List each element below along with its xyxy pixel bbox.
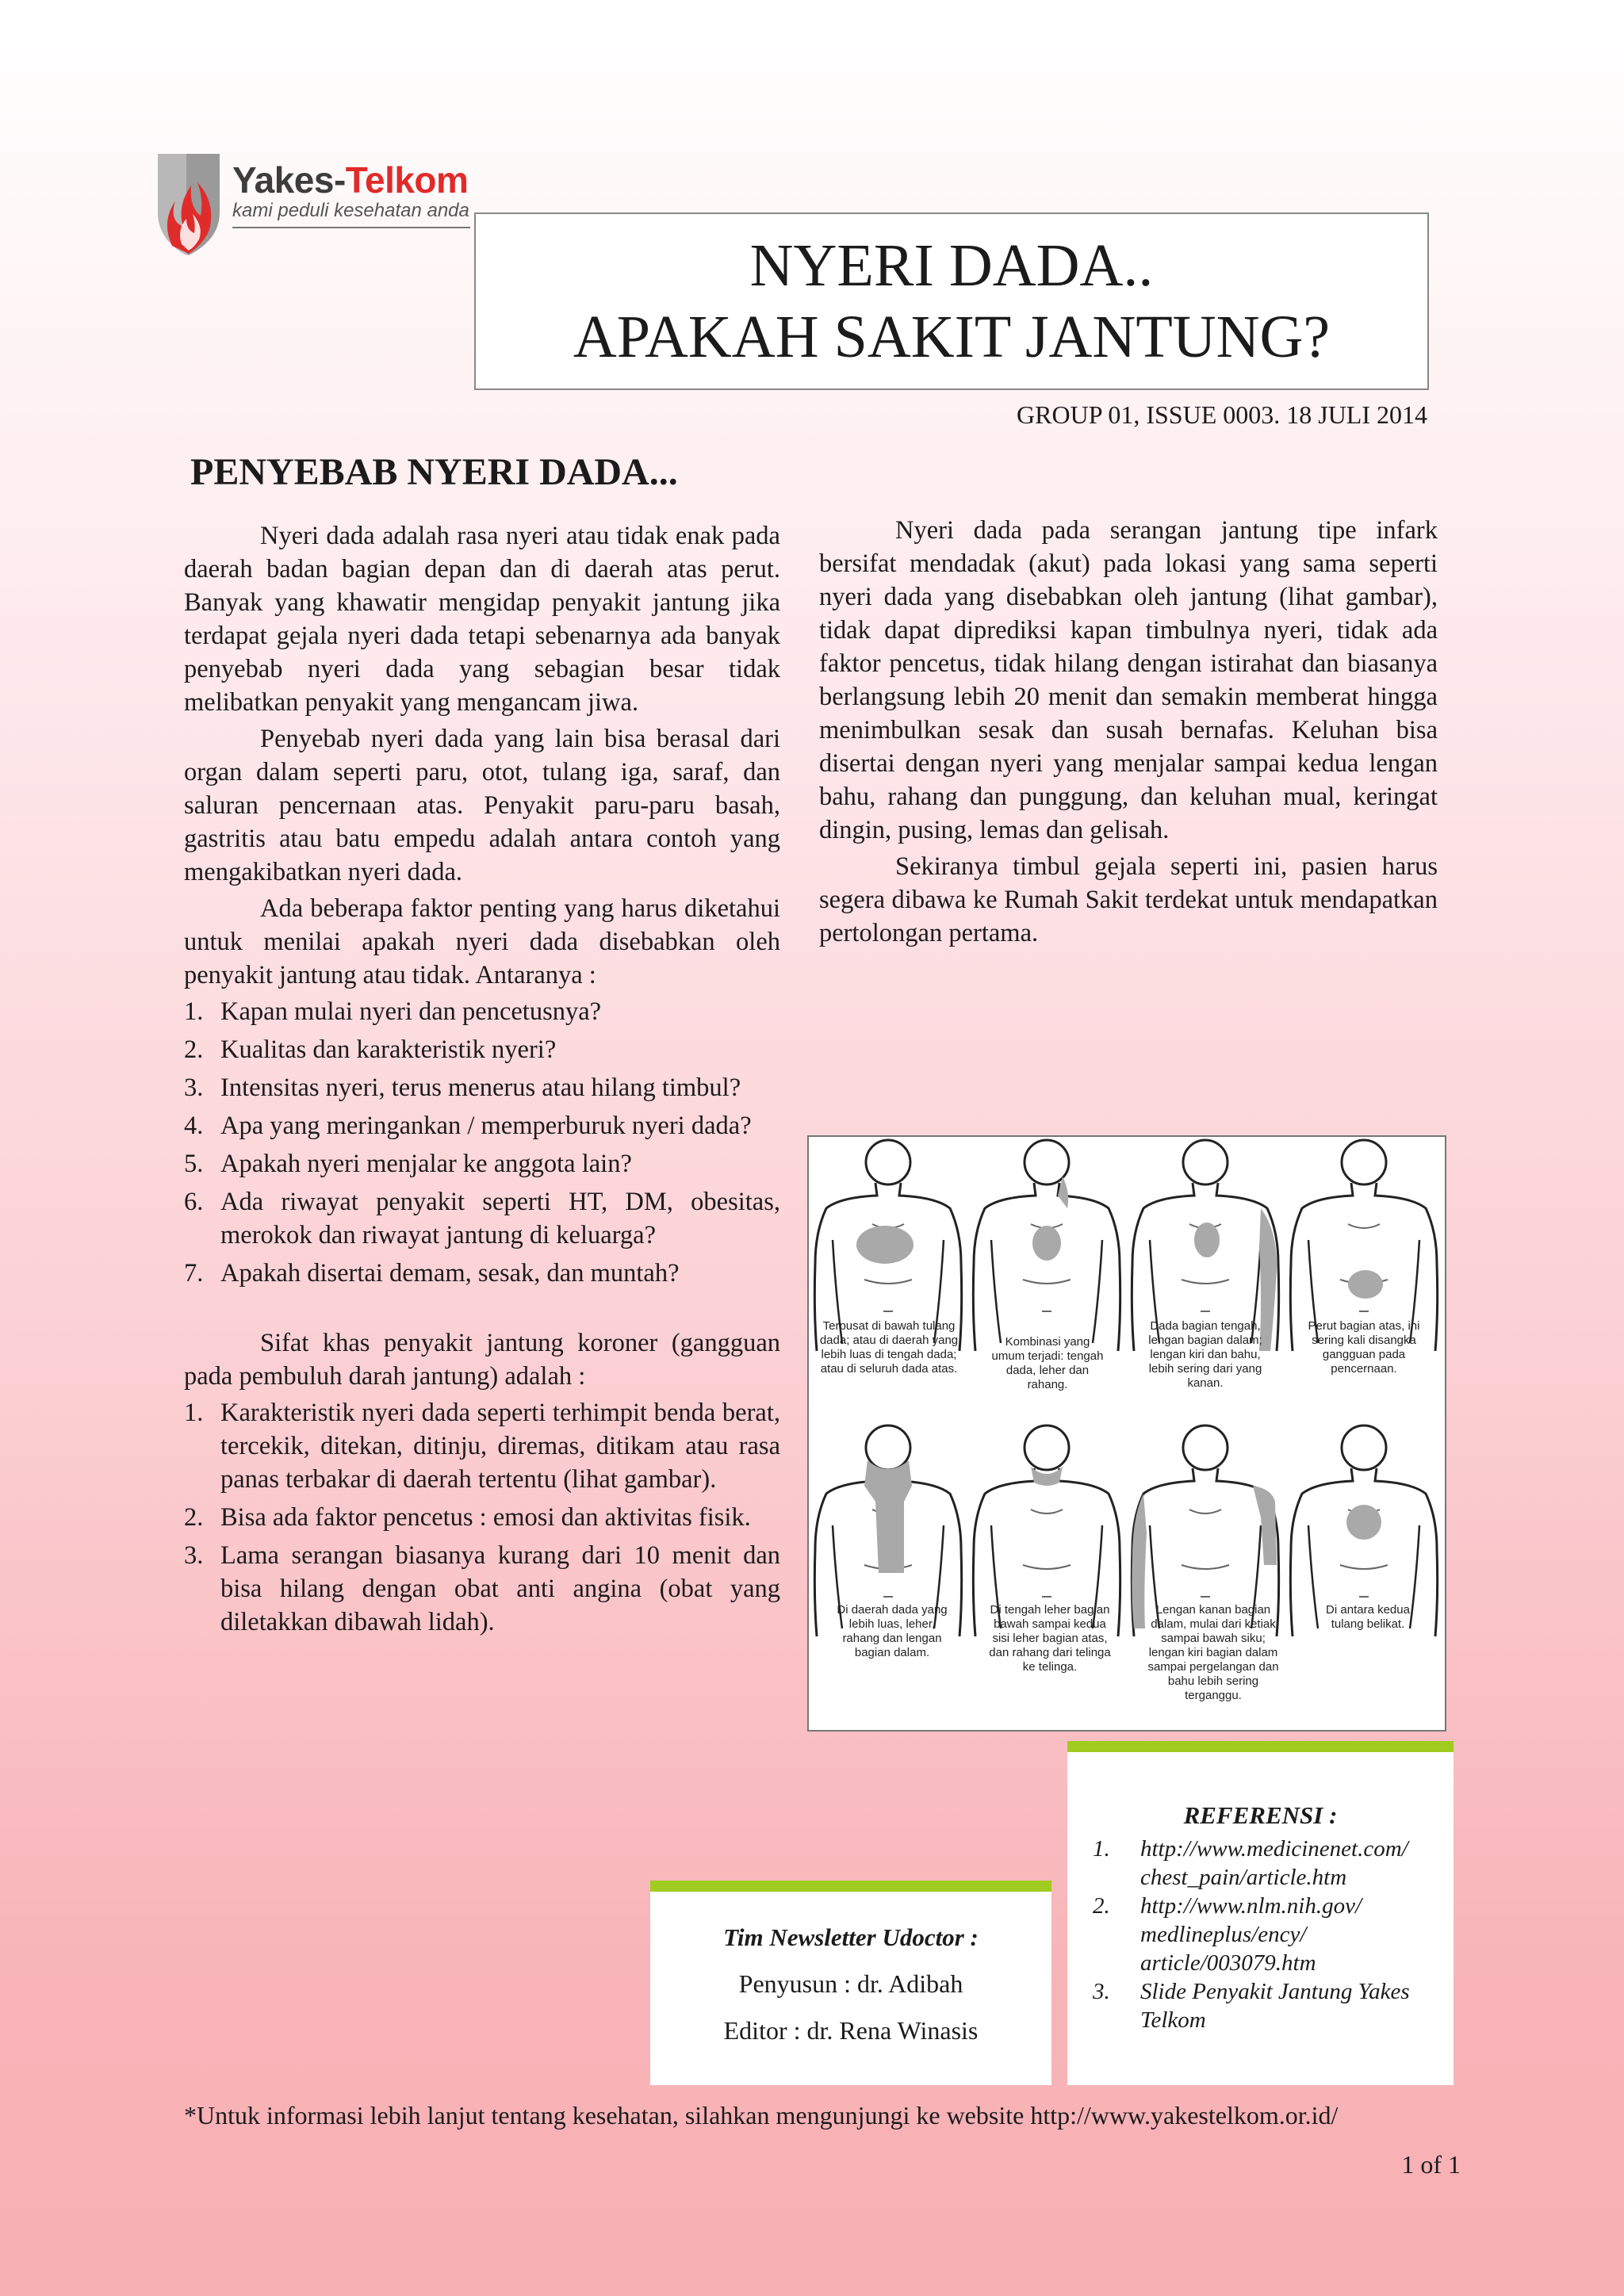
team-box [650,1881,1051,2085]
list-item: 2. Bisa ada faktor pencetus : emosi dan aktivitas fisik. [184,1503,751,1532]
figure-caption: Perut bagian atas, ini sering kali disangka gangguan pada pencernaan. [1308,1319,1420,1376]
team-title: Tim Newsletter Udoctor : [723,1923,979,1951]
title-line-2: APAKAH SAKIT JANTUNG? [573,304,1331,370]
figure-caption: Di tengah leher bagian bawah sampai kedua sisi leher bagian atas, dan rahang dari telinga ke telinga. [989,1603,1111,1674]
figure-caption: Di daerah dada yang lebih luas, leher, rahang dan lengan bagian dalam. [837,1603,948,1659]
shield-logo-icon [155,151,223,258]
title-line-1: NYERI DADA.. [749,232,1154,299]
team-author: Penyusun : dr. Adibah [738,1969,963,1998]
list-item: 2. Kualitas dan karakteristik nyeri? [184,1035,557,1064]
right-column [819,514,1438,953]
list-item: 3. Lama serangan biasanya kurang dari 10 menit dan bisa hilang dengan obat anti angina (obat yang diletakkan dibawah lidah). [184,1541,780,1636]
paragraph: Ada beberapa faktor penting yang harus diketahui untuk menilai apakah nyeri dada disebabkan oleh penyakit jantung atau tidak. Antaranya : [184,894,780,989]
koroner-intro: Sifat khas penyakit jantung koroner (gangguan pada pembuluh darah jantung) adalah : [184,1329,780,1391]
question-list [184,995,780,1290]
references-list [1091,1835,1440,2034]
logo-divider [232,227,470,228]
page-number: 1 of 1 [1401,2150,1461,2179]
list-item: 6. Ada riwayat penyakit seperti HT, DM, obesitas, merokok dan riwayat jantung di keluarga? [184,1188,780,1249]
figure-caption: Kombinasi yang umum terjadi: tengah dada, leher dan rahang. [991,1335,1104,1391]
list-item: 3. Intensitas nyeri, terus menerus atau hilang timbul? [184,1073,741,1102]
footer-note: *Untuk informasi lebih lanjut tentang kesehatan, silahkan mengunjungi ke website http://www.yakestelkom.or.id/ [184,2101,1339,2130]
reference-item[interactable]: 1. http://www.medicinenet.com/ chest_pain/article.htm [1093,1836,1408,1890]
logo-brand: Yakes-Telkom [232,159,469,201]
reference-item: 3. Slide Penyakit Jantung Yakes Telkom [1093,1979,1410,2033]
list-item: 1. Kapan mulai nyeri dan pencetusnya? [184,997,602,1026]
list-item: 4. Apa yang meringankan / memperburuk nyeri dada? [184,1112,752,1140]
reference-item[interactable]: 2. http://www.nlm.nih.gov/ medlineplus/ency/ article/003079.htm [1093,1893,1362,1976]
title-box [474,212,1429,390]
references-title: REFERENSI : [1183,1801,1338,1829]
paragraph: Sekiranya timbul gejala seperti ini, pasien harus segera dibawa ke Rumah Sakit terdekat untuk mendapatkan pertolongan pertama. [819,852,1438,947]
figure-caption: Di antara kedua tulang belikat. [1326,1603,1410,1631]
list-item: 5. Apakah nyeri menjalar ke anggota lain? [184,1150,632,1178]
figure-caption: Terpusat di bawah tulang dada; atau di daerah yang lebih luas di tengah dada; atau di seluruh dada atas. [819,1319,959,1376]
issue-line: GROUP 01, ISSUE 0003. 18 JULI 2014 [1017,400,1427,429]
section-heading: PENYEBAB NYERI DADA... [190,451,678,493]
paragraph: Penyebab nyeri dada yang lain bisa berasal dari organ dalam seperti paru, otot, tulang iga, saraf, dan saluran pencernaan atas. Penyakit paru-paru basah, gastritis atau batu empedu adalah antara contoh yang mengakibatkan nyeri dada. [184,725,780,886]
koroner-list [184,1396,780,1639]
paragraph: Nyeri dada pada serangan jantung tipe infark bersifat mendadak (akut) pada lokasi yang sama seperti nyeri dada yang disebabkan oleh jantung (lihat gambar), tidak dapat diprediksi kapan timbulnya nyeri, tidak ada faktor pencetus, tidak hilang dengan istirahat dan biasanya berlangsung lebih 20 menit dan semakin memberat hingga menimbulkan sesak dan susah bernafas. Keluhan bisa disertai dengan nyeri yang menjalar sampai kedua lengan bahu, rahang dan punggung, dan keluhan mual, keringat dingin, pusing, lemas dan gelisah. [819,516,1438,844]
figure-caption: Dada bagian tengah, lengan bagian dalam; lengan kiri dan bahu, lebih sering dari yang kanan. [1148,1319,1262,1390]
list-item: 7. Apakah disertai demam, sesak, dan muntah? [184,1259,680,1288]
paragraph: Nyeri dada adalah rasa nyeri atau tidak enak pada daerah badan bagian depan dan di daerah atas perut. Banyak yang khawatir mengidap penyakit jantung jika terdapat gejala nyeri dada tetapi sebenarnya ada banyak penyebab nyeri dada yang sebagian besar tidak melibatkan penyakit yang mengancam jiwa. [184,522,780,717]
figure-caption: Lengan kanan bagian dalam, mulai dari ketiak sampai bawah siku; lengan kiri bagian dalam sampai pergelangan dan bahu lebih sering terganggu. [1147,1603,1279,1702]
left-column [184,519,780,1644]
team-editor: Editor : dr. Rena Winasis [723,2016,979,2045]
references-box [1067,1741,1454,2085]
yakes-telkom-logo [155,151,480,262]
logo-tagline: kami peduli kesehatan anda [232,200,469,221]
chest-pain-illustration [807,1135,1446,1732]
list-item: 1. Karakteristik nyeri dada seperti terhimpit benda berat, tercekik, ditekan, ditinju, diremas, ditikam atau rasa panas terbakar di daerah tertentu (lihat gambar). [184,1399,780,1494]
